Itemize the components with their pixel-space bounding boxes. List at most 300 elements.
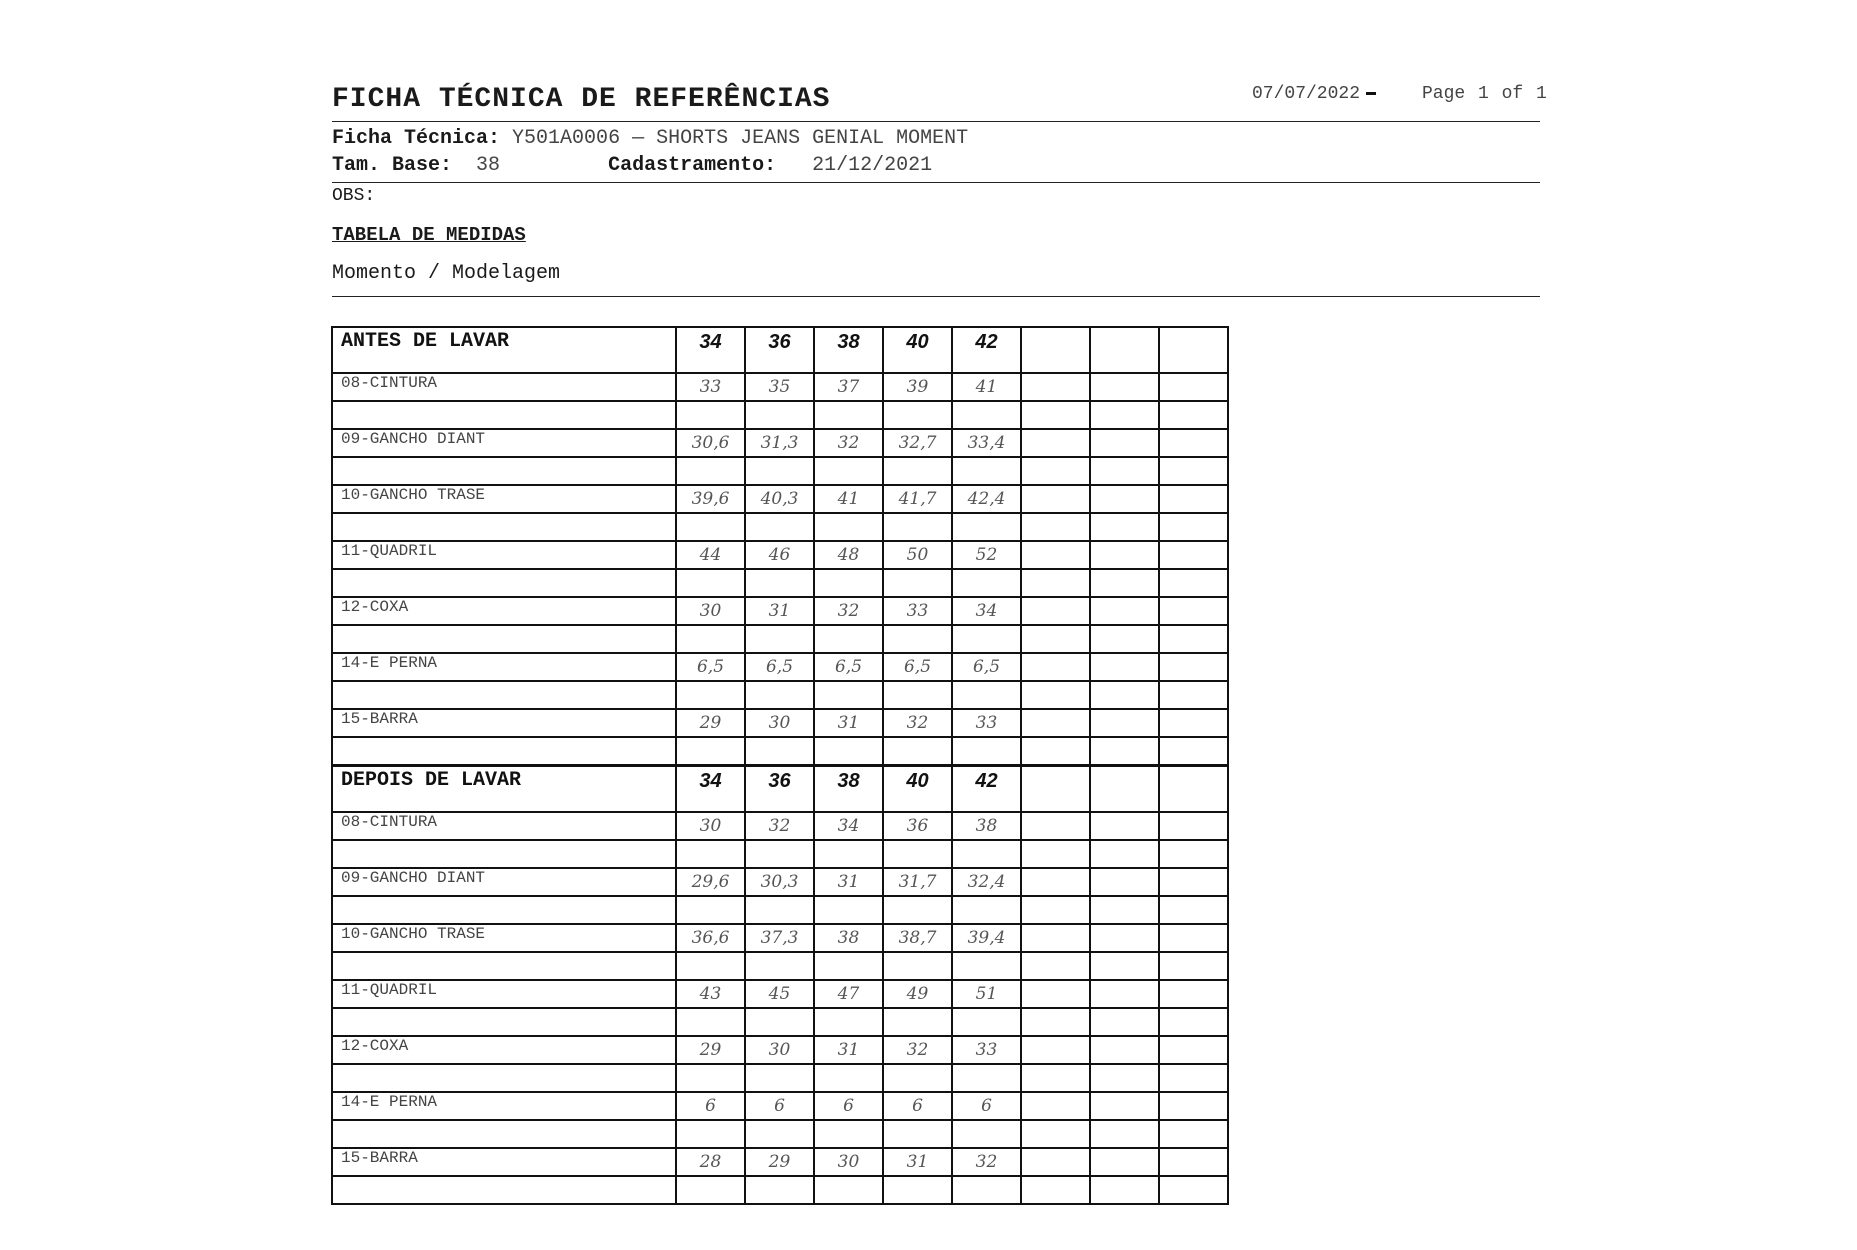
empty-cell [1090,457,1159,485]
table-row [332,429,1228,457]
table-row [332,541,1228,569]
empty-cell [1021,980,1090,1008]
empty-cell [883,1120,952,1148]
empty-cell [676,1120,745,1148]
table-row [332,1092,1228,1120]
measure-value: 37,3 [745,924,814,952]
empty-cell [1090,1176,1159,1204]
empty-cell [745,457,814,485]
empty-cell [1159,812,1228,840]
empty-cell [745,1120,814,1148]
empty-cell [883,401,952,429]
empty-cell [814,840,883,868]
measure-value: 41 [814,485,883,513]
empty-cell [1021,868,1090,896]
measure-value: 33,4 [952,429,1021,457]
size-header: 40 [883,766,952,813]
empty-cell [1159,766,1228,813]
measure-label: 14-E PERNA [332,1092,676,1120]
empty-cell [1090,401,1159,429]
empty-cell [1090,1064,1159,1092]
empty-cell [745,840,814,868]
empty-cell [1090,681,1159,709]
empty-cell [1159,327,1228,373]
empty-cell [1090,327,1159,373]
base-line [332,154,932,177]
empty-cell [1090,373,1159,401]
measure-label: 15-BARRA [332,1148,676,1176]
empty-cell [1090,429,1159,457]
empty-cell [1090,812,1159,840]
empty-cell [1021,1008,1090,1036]
empty-cell [676,457,745,485]
empty-cell [814,457,883,485]
measure-value: 32 [883,1036,952,1064]
measure-value: 32 [952,1148,1021,1176]
empty-cell [1021,1176,1090,1204]
empty-cell [952,569,1021,597]
measure-value: 28 [676,1148,745,1176]
empty-cell [1021,1064,1090,1092]
measure-value: 35 [745,373,814,401]
empty-cell [952,513,1021,541]
measure-value: 29 [676,1036,745,1064]
empty-cell [1021,924,1090,952]
measure-value: 6 [883,1092,952,1120]
empty-cell [1021,457,1090,485]
empty-cell [883,1008,952,1036]
measure-label: 08-CINTURA [332,812,676,840]
empty-cell [676,737,745,766]
empty-cell [1159,541,1228,569]
tabela-subtitle: Momento / Modelagem [332,262,561,285]
measure-label: 09-GANCHO DIANT [332,868,676,896]
page-number: Page 1 of 1 [1422,84,1547,104]
empty-cell [745,513,814,541]
empty-cell [1090,1120,1159,1148]
print-date-value: 07/07/2022 [1252,84,1361,104]
empty-cell [883,625,952,653]
measure-value: 30,6 [676,429,745,457]
empty-cell [676,401,745,429]
empty-cell [1090,653,1159,681]
empty-cell [1021,812,1090,840]
empty-cell [952,1008,1021,1036]
empty-cell [814,401,883,429]
empty-cell [1021,681,1090,709]
measure-value: 6,5 [745,653,814,681]
measure-value: 31 [814,868,883,896]
blank-row [332,625,1228,653]
measure-value: 41 [952,373,1021,401]
blank-row [332,1120,1228,1148]
blank-row [332,513,1228,541]
cadastramento-label: Cadastramento: [608,154,777,177]
empty-cell [1159,681,1228,709]
blank-row [332,840,1228,868]
measure-label: 12-COXA [332,1036,676,1064]
empty-cell [814,1120,883,1148]
empty-cell [952,952,1021,980]
measure-value: 51 [952,980,1021,1008]
empty-cell [1090,1036,1159,1064]
measure-value: 41,7 [883,485,952,513]
blank-label [332,840,676,868]
measure-value: 6,5 [676,653,745,681]
empty-cell [1021,513,1090,541]
empty-cell [1021,401,1090,429]
empty-cell [952,681,1021,709]
empty-cell [676,840,745,868]
measure-value: 39 [883,373,952,401]
empty-cell [814,625,883,653]
measure-value: 52 [952,541,1021,569]
empty-cell [745,569,814,597]
empty-cell [1090,569,1159,597]
size-header: 34 [676,766,745,813]
base-value: 38 [476,154,501,177]
blank-label [332,681,676,709]
measure-value: 33 [952,1036,1021,1064]
empty-cell [1159,840,1228,868]
measure-value: 43 [676,980,745,1008]
blank-label [332,1120,676,1148]
measure-value: 29 [745,1148,814,1176]
empty-cell [952,737,1021,766]
measure-value: 31,7 [883,868,952,896]
measure-value: 29,6 [676,868,745,896]
empty-cell [676,896,745,924]
blank-label [332,896,676,924]
measure-value: 38 [814,924,883,952]
empty-cell [1159,952,1228,980]
empty-cell [1159,896,1228,924]
size-header: 38 [814,327,883,373]
section-title: ANTES DE LAVAR [332,327,676,373]
table-row [332,653,1228,681]
measure-label: 14-E PERNA [332,653,676,681]
empty-cell [1090,1148,1159,1176]
empty-cell [1090,1092,1159,1120]
measure-value: 36 [883,812,952,840]
measurements-table [331,326,1229,1205]
empty-cell [1021,766,1090,813]
blank-label [332,1008,676,1036]
empty-cell [952,1120,1021,1148]
obs-label: OBS: [332,186,376,206]
measure-value: 31 [814,1036,883,1064]
empty-cell [952,401,1021,429]
empty-cell [676,1008,745,1036]
table-row [332,373,1228,401]
divider-top [332,121,1540,122]
blank-label [332,513,676,541]
measure-value: 39,4 [952,924,1021,952]
empty-cell [883,513,952,541]
measure-value: 46 [745,541,814,569]
measure-value: 47 [814,980,883,1008]
empty-cell [1090,766,1159,813]
empty-cell [1159,457,1228,485]
measure-value: 32,4 [952,868,1021,896]
empty-cell [1159,373,1228,401]
empty-cell [1159,1064,1228,1092]
empty-cell [814,1176,883,1204]
size-header: 36 [745,766,814,813]
measure-value: 38,7 [883,924,952,952]
empty-cell [676,1064,745,1092]
empty-cell [1021,1148,1090,1176]
empty-cell [676,513,745,541]
empty-cell [814,569,883,597]
date-mark [1366,92,1376,95]
measure-value: 34 [952,597,1021,625]
measure-label: 09-GANCHO DIANT [332,429,676,457]
empty-cell [1159,868,1228,896]
empty-cell [814,896,883,924]
empty-cell [745,401,814,429]
empty-cell [814,737,883,766]
blank-row [332,896,1228,924]
empty-cell [883,896,952,924]
empty-cell [676,569,745,597]
measure-value: 31 [883,1148,952,1176]
section-header-row [332,327,1228,373]
table-row [332,485,1228,513]
size-header: 34 [676,327,745,373]
empty-cell [1159,1036,1228,1064]
empty-cell [1021,1036,1090,1064]
blank-row [332,1176,1228,1204]
empty-cell [1159,625,1228,653]
empty-cell [1090,924,1159,952]
empty-cell [814,681,883,709]
empty-cell [883,1064,952,1092]
table-row [332,709,1228,737]
empty-cell [1021,709,1090,737]
measure-value: 44 [676,541,745,569]
empty-cell [1159,1148,1228,1176]
blank-label [332,569,676,597]
empty-cell [1021,327,1090,373]
empty-cell [745,1064,814,1092]
size-header: 36 [745,327,814,373]
measure-value: 42,4 [952,485,1021,513]
empty-cell [1021,597,1090,625]
empty-cell [676,625,745,653]
measure-value: 31,3 [745,429,814,457]
ficha-value: Y501A0006 — SHORTS JEANS GENIAL MOMENT [512,127,969,150]
empty-cell [1090,896,1159,924]
measure-value: 30,3 [745,868,814,896]
empty-cell [1159,1092,1228,1120]
measure-value: 36,6 [676,924,745,952]
measure-value: 30 [676,597,745,625]
ficha-label: Ficha Técnica: [332,127,501,150]
empty-cell [952,1064,1021,1092]
empty-cell [883,681,952,709]
measure-value: 6 [745,1092,814,1120]
blank-row [332,1008,1228,1036]
empty-cell [745,896,814,924]
table-row [332,924,1228,952]
document-title: FICHA TÉCNICA DE REFERÊNCIAS [332,84,831,115]
measure-label: 10-GANCHO TRASE [332,485,676,513]
measure-value: 33 [676,373,745,401]
table-row [332,1036,1228,1064]
measure-label: 11-QUADRIL [332,980,676,1008]
empty-cell [883,952,952,980]
measure-value: 48 [814,541,883,569]
size-header: 40 [883,327,952,373]
empty-cell [883,569,952,597]
measure-value: 33 [883,597,952,625]
ficha-line [332,127,968,150]
measure-value: 6,5 [814,653,883,681]
empty-cell [814,513,883,541]
blank-label [332,1064,676,1092]
empty-cell [1090,541,1159,569]
empty-cell [814,952,883,980]
table-row [332,868,1228,896]
empty-cell [1090,513,1159,541]
measure-value: 40,3 [745,485,814,513]
blank-label [332,737,676,766]
empty-cell [1021,485,1090,513]
measure-value: 30 [745,709,814,737]
empty-cell [1090,1008,1159,1036]
empty-cell [883,737,952,766]
empty-cell [745,952,814,980]
divider-bottom [332,296,1540,297]
empty-cell [1021,896,1090,924]
empty-cell [1090,597,1159,625]
blank-label [332,952,676,980]
measure-label: 10-GANCHO TRASE [332,924,676,952]
empty-cell [745,1008,814,1036]
measure-value: 31 [745,597,814,625]
size-header: 38 [814,766,883,813]
empty-cell [1090,840,1159,868]
empty-cell [1021,541,1090,569]
measure-value: 30 [745,1036,814,1064]
empty-cell [1021,840,1090,868]
empty-cell [952,1176,1021,1204]
table-row [332,980,1228,1008]
empty-cell [1021,653,1090,681]
empty-cell [1159,980,1228,1008]
empty-cell [1090,868,1159,896]
empty-cell [883,1176,952,1204]
empty-cell [952,457,1021,485]
empty-cell [1159,513,1228,541]
blank-row [332,737,1228,766]
size-header: 42 [952,766,1021,813]
measure-value: 6 [952,1092,1021,1120]
measure-value: 6,5 [883,653,952,681]
blank-label [332,625,676,653]
measure-value: 32 [814,429,883,457]
empty-cell [1159,569,1228,597]
empty-cell [1159,1176,1228,1204]
blank-row [332,952,1228,980]
empty-cell [1159,429,1228,457]
blank-row [332,1064,1228,1092]
cadastramento-value: 21/12/2021 [812,154,933,177]
empty-cell [745,1176,814,1204]
empty-cell [1159,401,1228,429]
measure-value: 29 [676,709,745,737]
empty-cell [1021,373,1090,401]
empty-cell [1159,1120,1228,1148]
tabela-title: TABELA DE MEDIDAS [332,224,526,246]
print-date [1252,84,1376,104]
section-title: DEPOIS DE LAVAR [332,766,676,813]
table-row [332,597,1228,625]
measure-value: 38 [952,812,1021,840]
empty-cell [1090,952,1159,980]
empty-cell [1021,1092,1090,1120]
table-row [332,1148,1228,1176]
empty-cell [745,625,814,653]
blank-label [332,1176,676,1204]
blank-row [332,457,1228,485]
measure-label: 12-COXA [332,597,676,625]
empty-cell [1021,737,1090,766]
measure-value: 32,7 [883,429,952,457]
empty-cell [1159,597,1228,625]
empty-cell [676,681,745,709]
measure-value: 6,5 [952,653,1021,681]
measure-label: 15-BARRA [332,709,676,737]
empty-cell [814,1064,883,1092]
measure-value: 34 [814,812,883,840]
empty-cell [814,1008,883,1036]
empty-cell [1090,625,1159,653]
blank-label [332,457,676,485]
measure-value: 50 [883,541,952,569]
empty-cell [952,625,1021,653]
empty-cell [676,1176,745,1204]
blank-row [332,569,1228,597]
measure-value: 39,6 [676,485,745,513]
empty-cell [1159,709,1228,737]
empty-cell [745,681,814,709]
divider-middle [332,182,1540,183]
empty-cell [745,737,814,766]
empty-cell [1090,737,1159,766]
empty-cell [1159,1008,1228,1036]
empty-cell [1090,980,1159,1008]
measure-value: 6 [814,1092,883,1120]
measure-value: 49 [883,980,952,1008]
measure-value: 30 [814,1148,883,1176]
empty-cell [1159,924,1228,952]
measure-value: 31 [814,709,883,737]
base-label: Tam. Base: [332,154,453,177]
empty-cell [883,457,952,485]
measure-value: 32 [814,597,883,625]
measure-label: 08-CINTURA [332,373,676,401]
empty-cell [952,840,1021,868]
empty-cell [676,952,745,980]
empty-cell [1021,952,1090,980]
measure-value: 32 [745,812,814,840]
measure-value: 37 [814,373,883,401]
measure-value: 32 [883,709,952,737]
empty-cell [1021,429,1090,457]
measure-label: 11-QUADRIL [332,541,676,569]
